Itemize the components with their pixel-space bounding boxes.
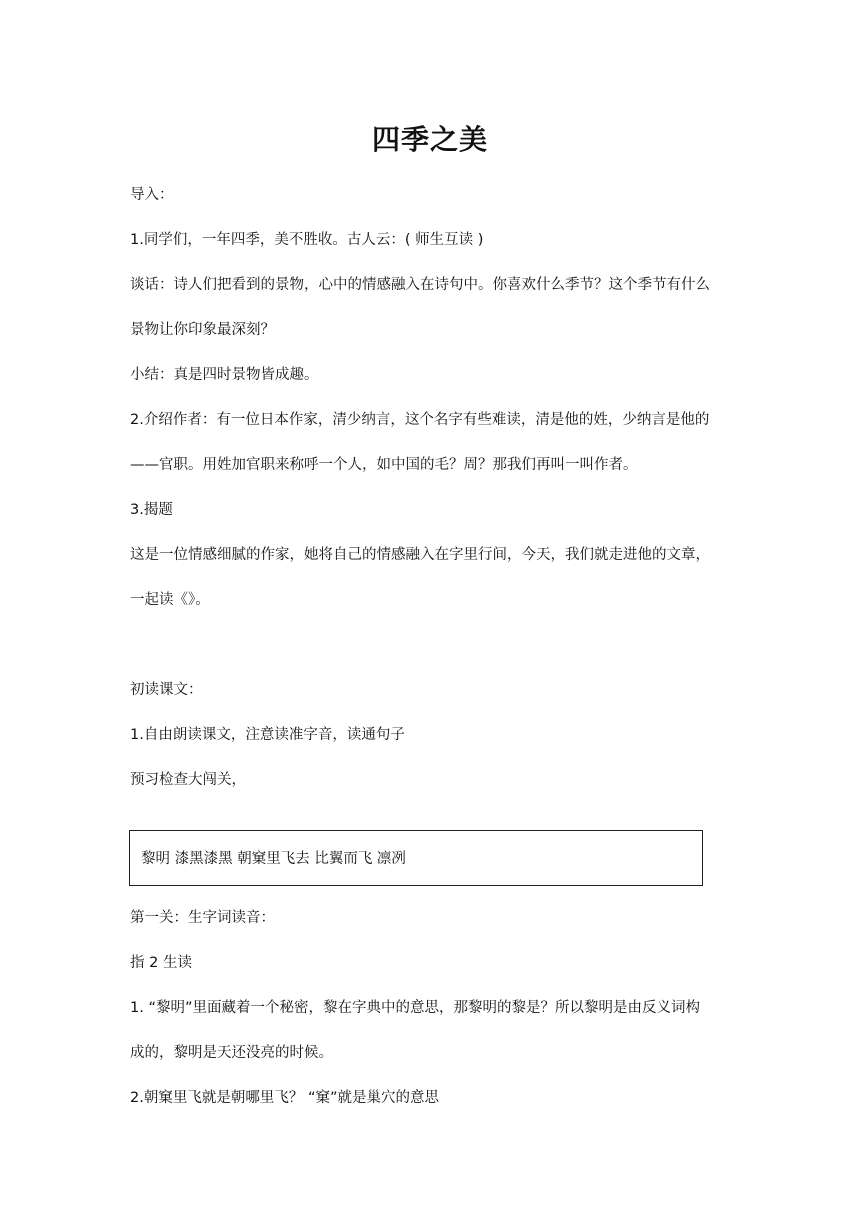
paragraph-line: 1.自由朗读课文，注意读准字音，读通句子 — [130, 727, 405, 743]
paragraph-line: 一起读《》。 — [130, 592, 210, 608]
vocabulary-box — [129, 830, 703, 886]
paragraph-line: 景物让你印象最深刻？ — [130, 322, 275, 338]
paragraph-line: 2.朝窠里飞就是朝哪里飞？ “窠”就是巢穴的意思 — [130, 1090, 439, 1106]
vocabulary-words: 黎明 漆黑漆黑 朝窠里飞去 比翼而飞 凛冽 — [141, 851, 406, 867]
paragraph-line: 小结：真是四时景物皆成趣。 — [130, 367, 319, 383]
paragraph-line: 2.介绍作者：有一位日本作家，清少纳言，这个名字有些难读，清是他的姓，少纳言是他的 — [130, 412, 710, 428]
paragraph-line: 这是一位情感细腻的作家，她将自己的情感融入在字里行间，今天，我们就走进他的文章， — [130, 547, 710, 563]
paragraph-line: ——官职。用姓加官职来称呼一个人，如中国的毛？周？那我们再叫一叫作者。 — [130, 457, 638, 473]
paragraph-line: 第一关：生字词读音： — [130, 910, 275, 926]
paragraph-line: 指 2 生读 — [130, 955, 192, 971]
paragraph-line: 1. “黎明”里面藏着一个秘密，黎在字典中的意思，那黎明的黎是？所以黎明是由反义词构 — [130, 1000, 700, 1016]
paragraph-line: 谈话：诗人们把看到的景物，心中的情感融入在诗句中。你喜欢什么季节？这个季节有什么 — [130, 277, 710, 293]
paragraph-line: 3.揭题 — [130, 502, 173, 518]
paragraph-line: 1.同学们，一年四季，美不胜收。古人云：( 师生互读 ) — [130, 232, 484, 248]
section-heading-first-reading: 初读课文： — [130, 682, 203, 698]
section-heading-intro: 导入： — [130, 187, 174, 203]
paragraph-line: 预习检查大闯关， — [130, 772, 246, 788]
paragraph-line: 成的，黎明是天还没亮的时候。 — [130, 1045, 333, 1061]
page-title: 四季之美 — [371, 123, 488, 156]
